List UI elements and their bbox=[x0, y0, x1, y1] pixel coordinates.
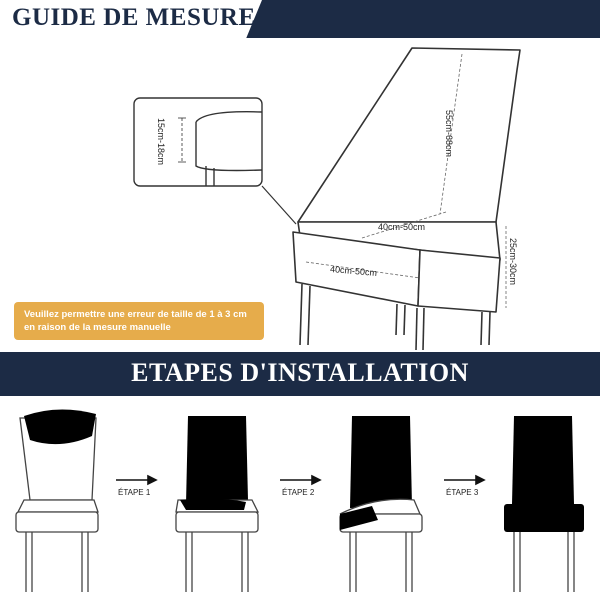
install-banner bbox=[0, 352, 600, 396]
skirt-height-label: 25cm-30cm bbox=[508, 238, 518, 286]
seat-thickness-label: 15cm-18cm bbox=[156, 118, 166, 166]
step-chair-0 bbox=[16, 409, 98, 592]
step-label-1: ÉTAPE 1 bbox=[118, 488, 151, 497]
step-chair-3 bbox=[504, 416, 584, 592]
seat-width-label: 40cm-50cm bbox=[329, 263, 378, 279]
step-chair-2 bbox=[340, 416, 422, 592]
seat-depth-label: 40cm-50cm bbox=[378, 222, 426, 232]
installation-steps-illustration bbox=[0, 396, 600, 600]
note-line-1: Veuillez permettre une erreur de taille de 1 à 3 cm bbox=[24, 309, 247, 320]
note-box bbox=[14, 302, 264, 340]
step-label-3: ÉTAPE 3 bbox=[446, 488, 479, 497]
back-height-label: 55cm-68cm bbox=[444, 110, 454, 158]
page-title: GUIDE DE MESURE bbox=[12, 4, 256, 31]
step-label-2: ÉTAPE 2 bbox=[282, 488, 315, 497]
install-title: ETAPES D'INSTALLATION bbox=[131, 358, 469, 387]
top-banner bbox=[0, 0, 600, 38]
step-chair-1 bbox=[176, 416, 258, 592]
note-line-2: en raison de la mesure manuelle bbox=[24, 322, 171, 333]
